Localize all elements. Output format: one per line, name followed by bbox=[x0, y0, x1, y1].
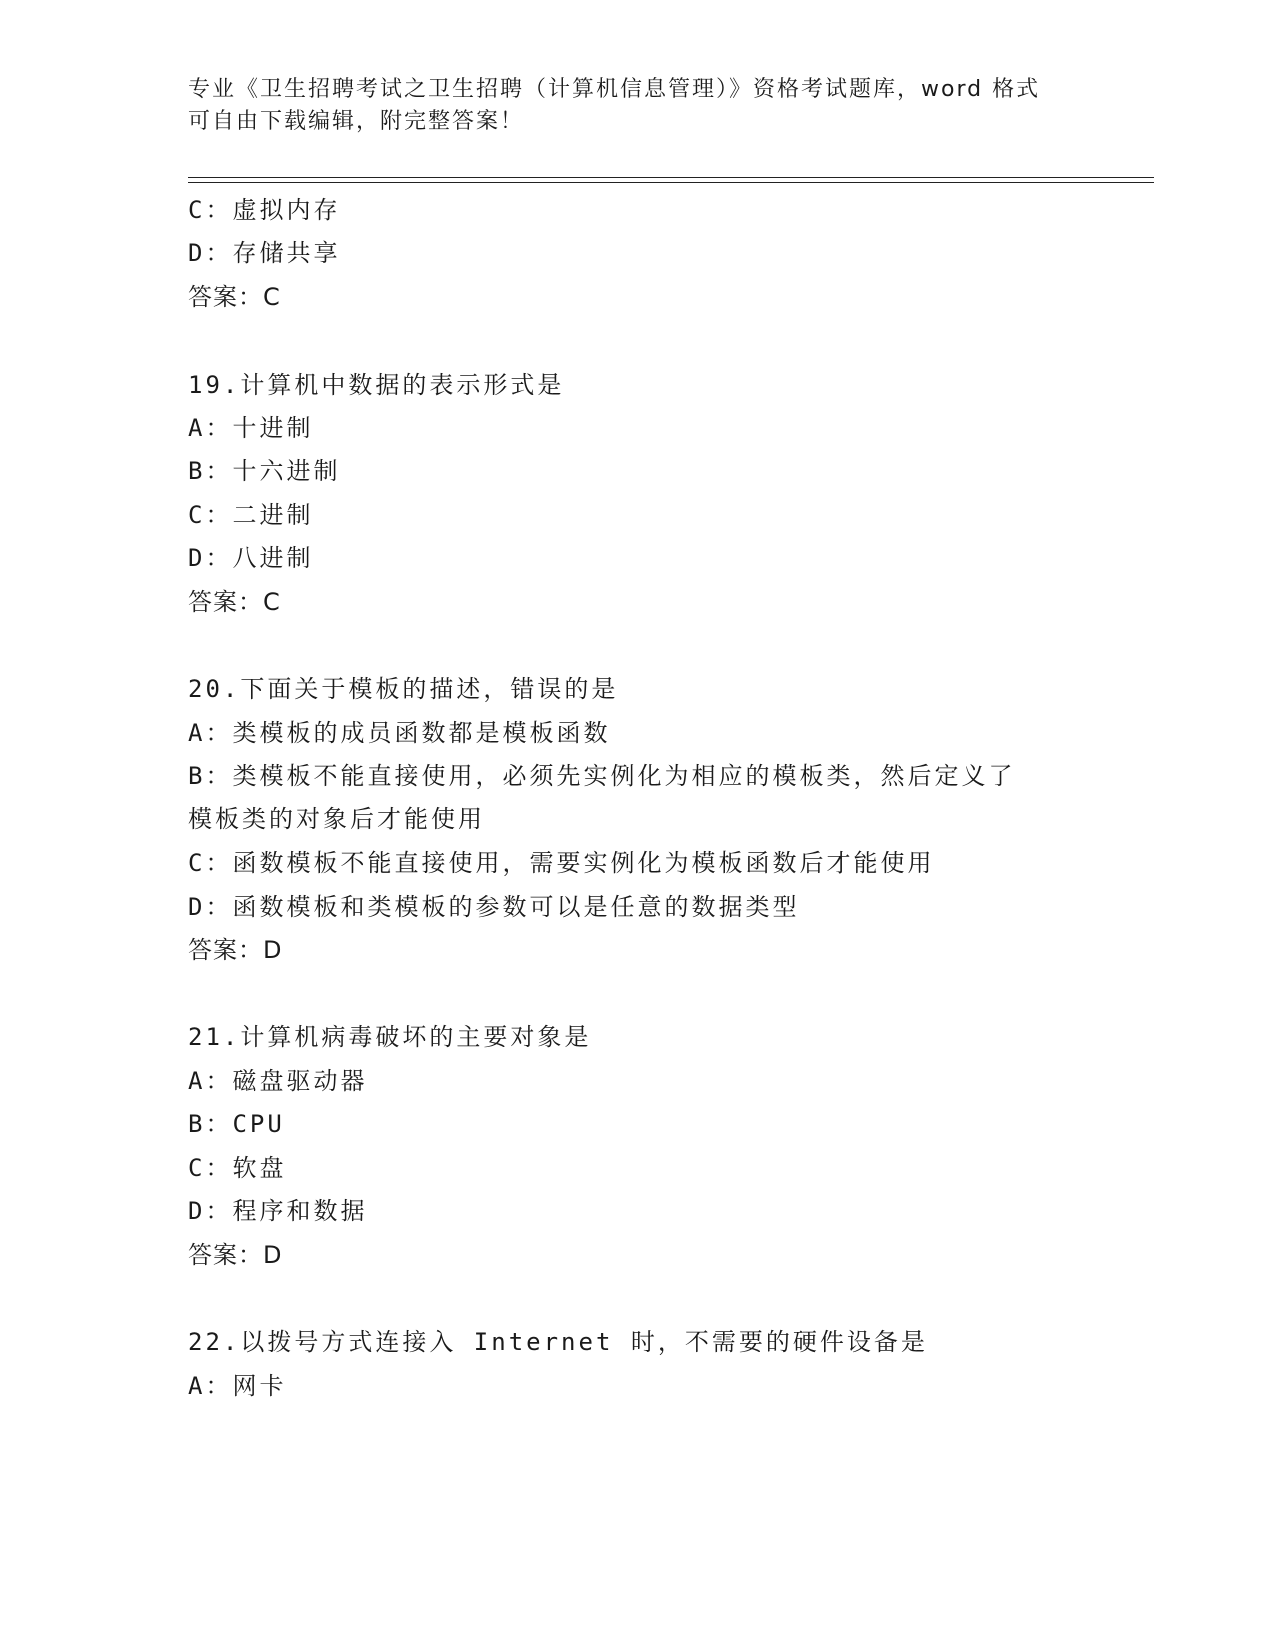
q18-option-d: D：存储共享 bbox=[188, 239, 341, 267]
q21-stem: 21.计算机病毒破坏的主要对象是 bbox=[188, 1023, 592, 1051]
q20-option-b-line-2: 模板类的对象后才能使用 bbox=[188, 805, 485, 833]
q19-option-c: C：二进制 bbox=[188, 501, 314, 529]
q20-option-b-line-1: B：类模板不能直接使用，必须先实例化为相应的模板类，然后定义了 bbox=[188, 762, 1016, 790]
q21-option-c: C：软盘 bbox=[188, 1154, 287, 1182]
header-line-1: 专业《卫生招聘考试之卫生招聘（计算机信息管理）》资格考试题库，word 格式 bbox=[188, 77, 1041, 102]
q22-stem: 22.以拨号方式连接入 Internet 时，不需要的硬件设备是 bbox=[188, 1328, 928, 1356]
q20-option-c: C：函数模板不能直接使用，需要实例化为模板函数后才能使用 bbox=[188, 849, 935, 877]
q21-option-a: A：磁盘驱动器 bbox=[188, 1067, 368, 1095]
header-divider-top bbox=[188, 177, 1154, 178]
q19-option-a: A：十进制 bbox=[188, 414, 314, 442]
q20-stem: 20.下面关于模板的描述，错误的是 bbox=[188, 675, 619, 703]
q21-answer: 答案：D bbox=[188, 1241, 283, 1269]
q18-answer: 答案：C bbox=[188, 283, 281, 311]
q21-option-b: B：CPU bbox=[188, 1110, 285, 1138]
q19-answer: 答案：C bbox=[188, 588, 281, 616]
document-header bbox=[188, 74, 1088, 138]
q19-option-d: D：八进制 bbox=[188, 544, 314, 572]
q20-option-a: A：类模板的成员函数都是模板函数 bbox=[188, 719, 611, 747]
q19-option-b: B：十六进制 bbox=[188, 457, 341, 485]
q20-answer: 答案：D bbox=[188, 936, 283, 964]
q20-option-d: D：函数模板和类模板的参数可以是任意的数据类型 bbox=[188, 893, 800, 921]
header-divider-bottom bbox=[188, 182, 1154, 183]
header-line-2: 可自由下载编辑，附完整答案！ bbox=[188, 109, 525, 134]
q18-option-c: C：虚拟内存 bbox=[188, 196, 341, 224]
q22-option-a: A：网卡 bbox=[188, 1372, 287, 1400]
q21-option-d: D：程序和数据 bbox=[188, 1197, 368, 1225]
q19-stem: 19.计算机中数据的表示形式是 bbox=[188, 371, 565, 399]
